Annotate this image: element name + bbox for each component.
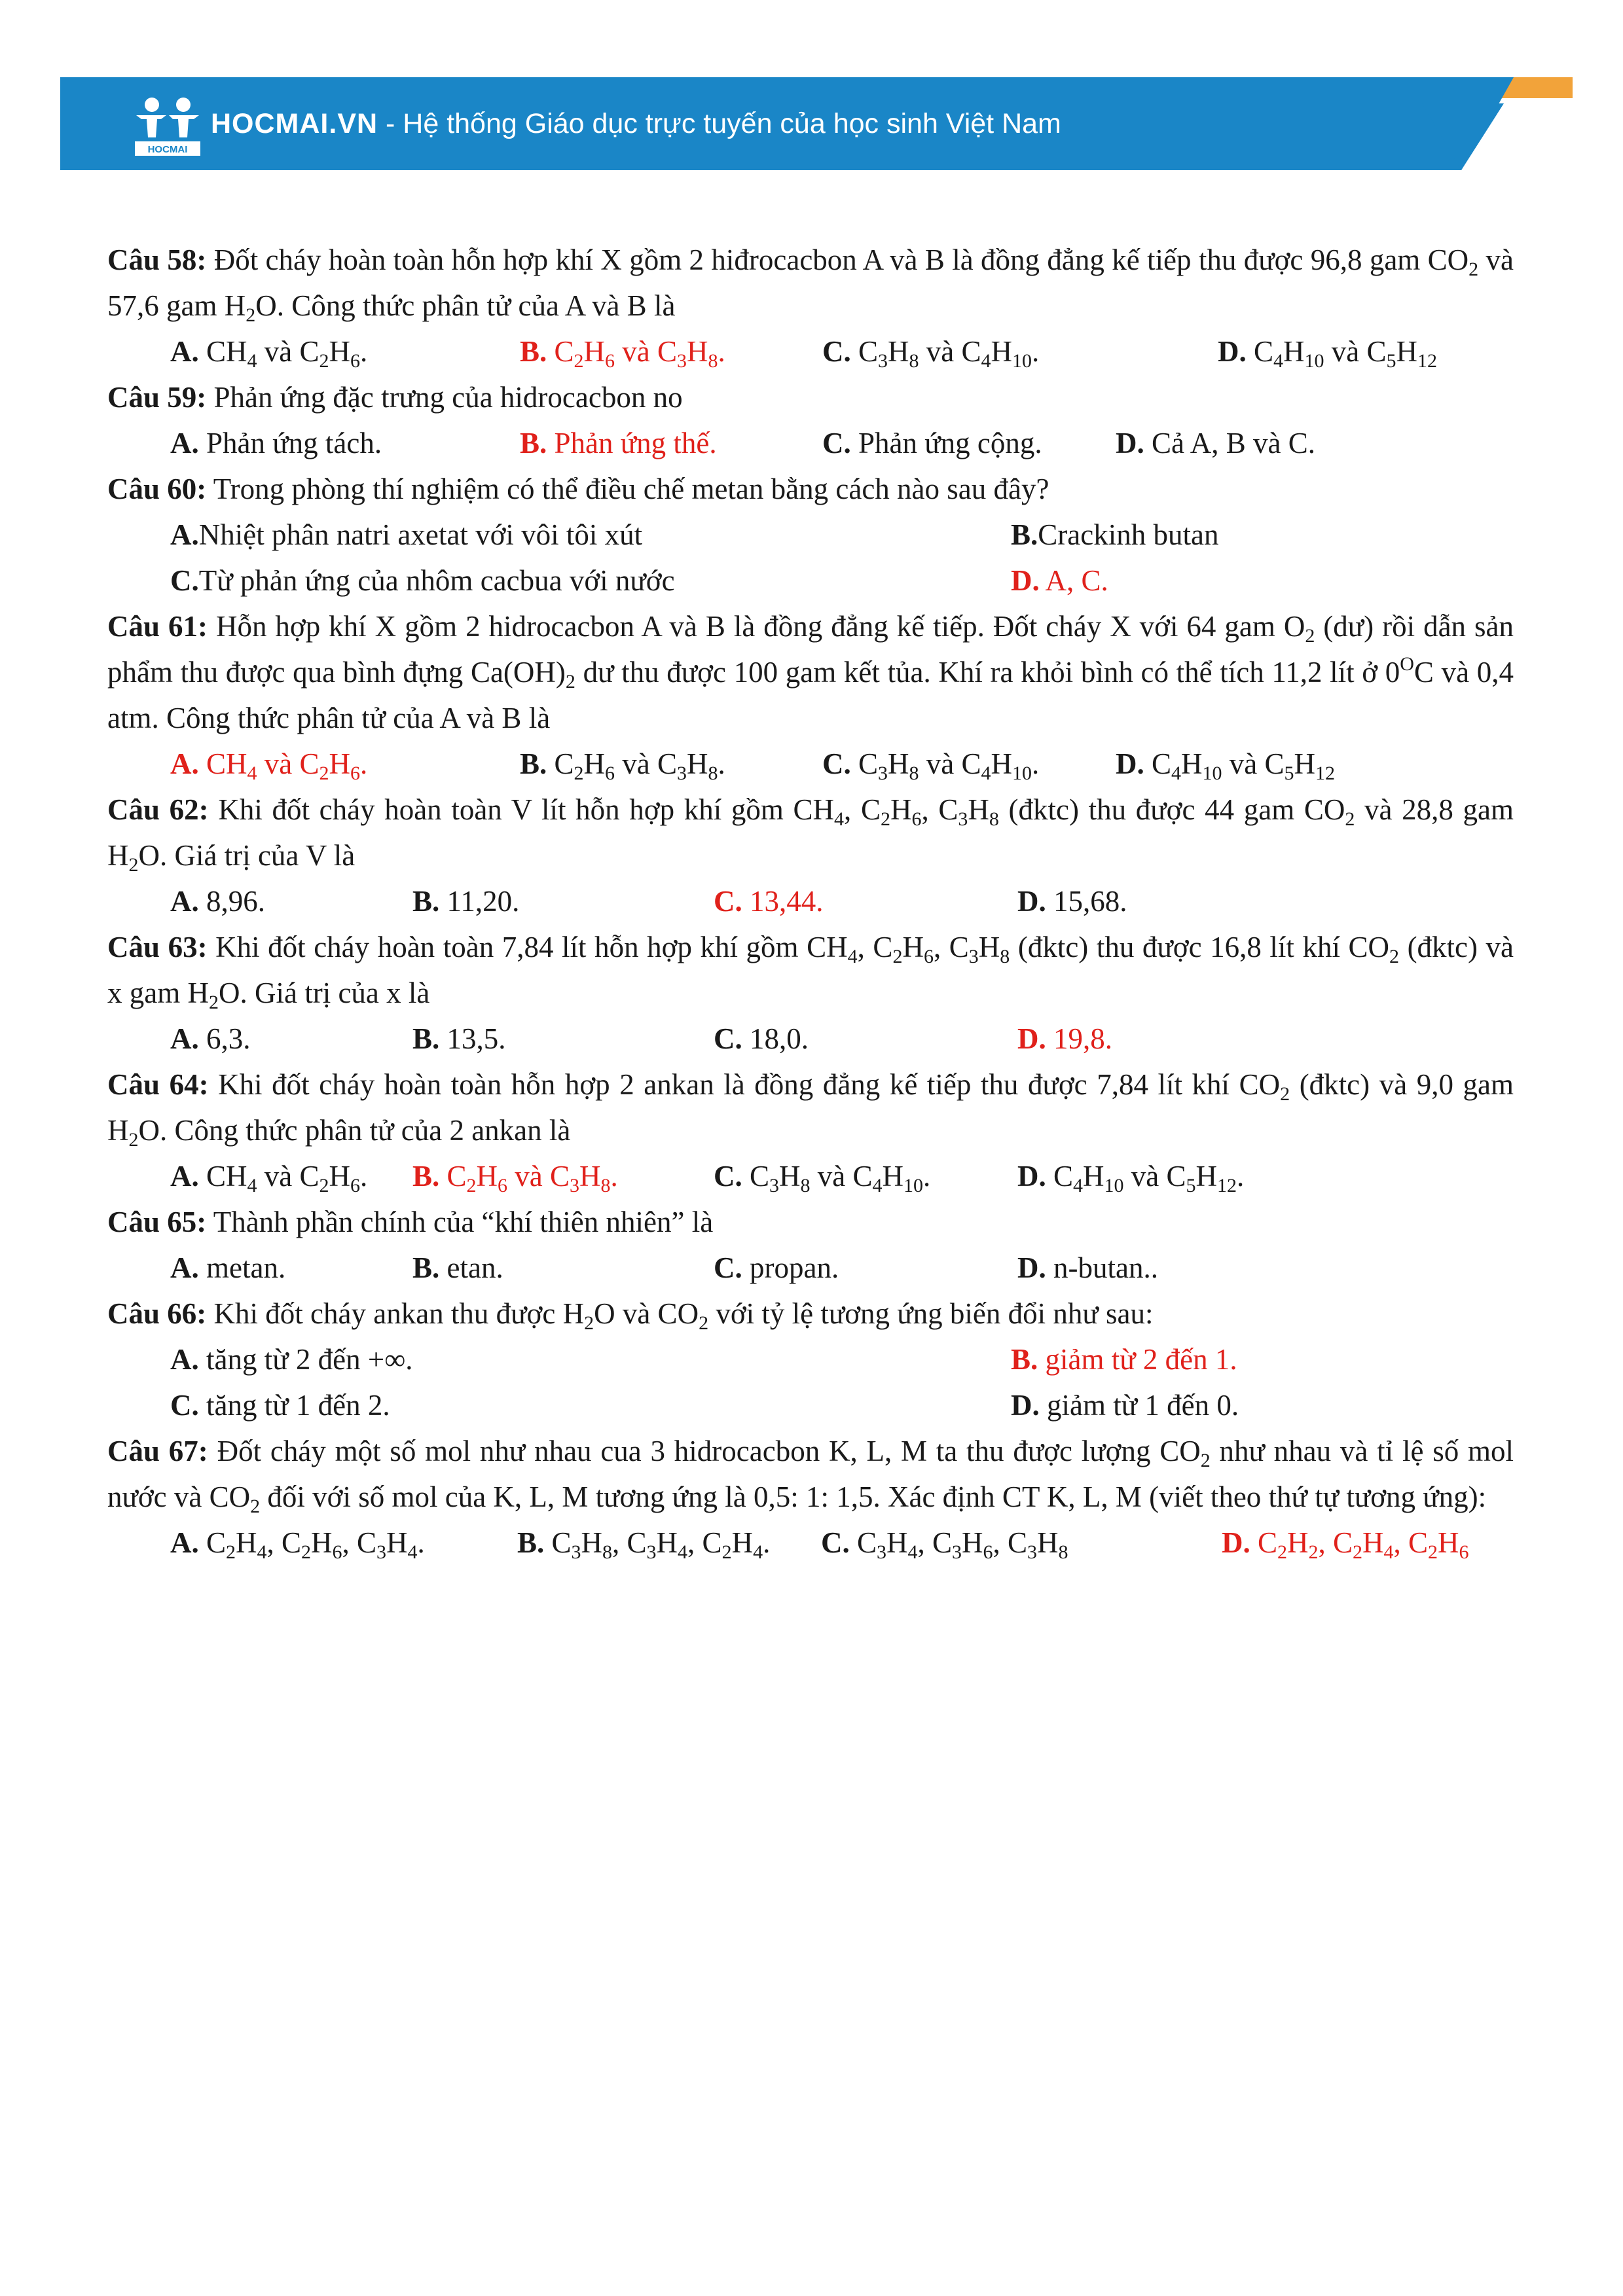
options-row <box>107 1520 1514 1566</box>
options-row <box>107 741 1514 787</box>
option-text: 11,20. <box>439 885 520 918</box>
option-a <box>170 741 367 787</box>
question-61 <box>107 603 1514 741</box>
option-b <box>520 420 717 466</box>
options-row <box>107 1153 1514 1199</box>
option-text: $C_2H_2$, $C_2H_4$, $C_2H_6$ <box>1250 1526 1469 1563</box>
option-text: $C_3H_8$ và $C_4H_{10}$. <box>850 747 1040 784</box>
option-letter: D. <box>1116 747 1144 780</box>
option-letter: D. <box>1222 1526 1250 1559</box>
option-letter: B. <box>1011 518 1038 551</box>
option-text: $C_2H_6$ và $C_3H_8$. <box>439 1160 618 1196</box>
question-text: Đốt cháy hoàn toàn hỗn hợp khí X gồm 2 hiđrocacbon A và B là đồng đẳng kế tiếp thu được 96,8 gam $CO_2$ và 57,6 gam $H_2O$. Công thức phân tử của A và B là <box>107 243 1514 326</box>
option-c <box>714 1245 839 1291</box>
option-b <box>412 1153 618 1199</box>
option-letter: A. <box>170 427 199 459</box>
option-text: 13,5. <box>439 1022 506 1055</box>
banner-title <box>211 77 1061 170</box>
option-a <box>170 420 382 466</box>
question-text: Đốt cháy một số mol như nhau cua 3 hidrocacbon K, L, M ta thu được lượng $CO_2$ như nhau và tỉ lệ số mol nước và $CO_2$ đối với số mol của K, L, M tương ứng là 0,5: 1: 1,5. Xác định CT K, L, M (viết theo thứ tự tương ứng): <box>107 1435 1514 1517</box>
option-text: $C_4H_{10}$ và $C_5H_{12}$ <box>1246 335 1438 372</box>
brand-name: HOCMAI.VN <box>211 108 378 139</box>
question-number: Câu 62: <box>107 793 209 826</box>
question-62 <box>107 787 1514 878</box>
option-letter: C. <box>714 1022 742 1055</box>
question-number: Câu 63: <box>107 931 208 963</box>
option-text: $CH_4$ và $C_2H_6$. <box>198 1160 368 1196</box>
option-a <box>170 329 367 374</box>
options-row <box>107 878 1514 924</box>
question-60 <box>107 466 1514 512</box>
options-row <box>107 420 1514 466</box>
option-c <box>714 878 824 924</box>
option-b <box>412 878 519 924</box>
banner-tagline: - Hệ thống Giáo dục trực tuyến của học sinh Việt Nam <box>378 108 1061 139</box>
option-text: $C_3H_8$, $C_3H_4$, $C_2H_4$. <box>544 1526 771 1563</box>
option-a <box>170 878 265 924</box>
option-text: tăng từ 2 đến +∞. <box>198 1343 413 1376</box>
option-text: giảm từ 1 đến 0. <box>1039 1389 1239 1422</box>
option-text: n-butan.. <box>1046 1251 1158 1284</box>
option-letter: B. <box>1011 1343 1038 1376</box>
question-number: Câu 61: <box>107 610 208 643</box>
options-row <box>107 1245 1514 1291</box>
option-a <box>170 512 642 558</box>
option-c <box>170 1382 390 1428</box>
question-text: Hỗn hợp khí X gồm 2 hidrocacbon A và B là đồng đẳng kế tiếp. Đốt cháy X với 64 gam $O_2$ (dư) rồi dẫn sản phẩm thu được qua bình đựng $Ca(OH)_2$ dư thu được 100 gam kết tủa. Khí ra khỏi bình có thể tích 11,2 lít ở $0^OC$ và 0,4 atm. Công thức phân tử của A và B là <box>107 610 1514 734</box>
question-58 <box>107 237 1514 329</box>
option-c <box>821 1520 1068 1566</box>
option-letter: D. <box>1017 1251 1046 1284</box>
option-letter: C. <box>714 1160 742 1193</box>
option-letter: A. <box>170 1251 199 1284</box>
option-text: $C_2H_6$ và $C_3H_8$. <box>547 335 725 372</box>
option-letter: C. <box>714 1251 742 1284</box>
option-c <box>714 1016 809 1062</box>
option-text: $CH_4$ và $C_2H_6$. <box>198 747 368 784</box>
option-a <box>170 1336 413 1382</box>
options-row <box>107 1016 1514 1062</box>
options-row <box>107 329 1514 374</box>
question-number: Câu 66: <box>107 1297 207 1330</box>
option-letter: B. <box>412 1160 440 1193</box>
option-c <box>714 1153 930 1199</box>
option-text: tăng từ 1 đến 2. <box>198 1389 390 1422</box>
option-d <box>1222 1520 1469 1566</box>
option-text: 8,96. <box>198 885 265 918</box>
header-banner <box>60 77 1573 170</box>
option-d <box>1017 1016 1112 1062</box>
option-text: giảm từ 2 đến 1. <box>1038 1343 1237 1376</box>
question-list <box>107 237 1514 1566</box>
question-number: Câu 60: <box>107 473 207 505</box>
option-d <box>1116 420 1315 466</box>
question-number: Câu 67: <box>107 1435 208 1467</box>
option-c <box>822 420 1042 466</box>
question-text: Phản ứng đặc trưng của hidrocacbon no <box>206 381 683 414</box>
option-letter: B. <box>520 427 547 459</box>
option-letter: A. <box>170 747 199 780</box>
option-letter: C. <box>822 747 851 780</box>
options-row <box>107 1382 1514 1428</box>
option-d <box>1011 558 1108 603</box>
svg-text:HOCMAI: HOCMAI <box>147 144 188 155</box>
question-text: Khi đốt cháy ankan thu được $H_2O$ và $CO_2$ với tỷ lệ tương ứng biến đổi như sau: <box>206 1297 1154 1334</box>
option-letter: A. <box>170 1022 199 1055</box>
option-text: $C_3H_4$, $C_3H_6$, $C_3H_8$ <box>849 1526 1068 1563</box>
question-text: Thành phần chính của “khí thiên nhiên” là <box>206 1206 714 1238</box>
option-text: 19,8. <box>1046 1022 1112 1055</box>
options-row <box>107 512 1514 558</box>
option-c <box>170 558 675 603</box>
option-letter: C. <box>821 1526 850 1559</box>
option-letter: B. <box>412 885 440 918</box>
option-letter: D. <box>1011 1389 1040 1422</box>
option-d <box>1017 1153 1244 1199</box>
option-letter: C. <box>170 564 199 597</box>
option-text: 15,68. <box>1046 885 1127 918</box>
option-b <box>1011 1336 1237 1382</box>
option-letter: C. <box>714 885 742 918</box>
option-letter: A. <box>170 1343 199 1376</box>
option-letter: D. <box>1017 1160 1046 1193</box>
option-letter: D. <box>1011 564 1040 597</box>
question-number: Câu 59: <box>107 381 207 414</box>
option-letter: A. <box>170 335 199 368</box>
option-c <box>822 741 1039 787</box>
option-letter: A. <box>170 1526 199 1559</box>
option-text: Nhiệt phân natri axetat với vôi tôi xút <box>198 518 643 551</box>
option-letter: A. <box>170 518 199 551</box>
option-a <box>170 1153 367 1199</box>
option-text: Crackinh butan <box>1038 518 1219 551</box>
option-d <box>1116 741 1335 787</box>
option-d <box>1218 329 1437 374</box>
option-text: $C_4H_{10}$ và $C_5H_{12}$ <box>1144 747 1336 784</box>
option-letter: D. <box>1017 885 1046 918</box>
option-letter: A. <box>170 1160 199 1193</box>
option-text: $C_3H_8$ và $C_4H_{10}$. <box>742 1160 931 1196</box>
question-63 <box>107 924 1514 1016</box>
option-text: Cả A, B và C. <box>1144 427 1316 459</box>
option-text: Phản ứng thế. <box>547 427 717 459</box>
question-text: Trong phòng thí nghiệm có thể điều chế metan bằng cách nào sau đây? <box>206 473 1049 505</box>
question-number: Câu 65: <box>107 1206 207 1238</box>
option-letter: B. <box>412 1022 440 1055</box>
question-66 <box>107 1291 1514 1336</box>
question-59 <box>107 374 1514 420</box>
question-text: Khi đốt cháy hoàn toàn V lít hỗn hợp khí gồm $CH_4$, $C_2H_6$, $C_3H_8$ (đktc) thu được 44 gam $CO_2$ và 28,8 gam $H_2O$. Giá trị của V là <box>107 793 1514 876</box>
option-text: $C_2H_6$ và $C_3H_8$. <box>547 747 725 784</box>
options-row <box>107 1336 1514 1382</box>
option-text: $C_4H_{10}$ và $C_5H_{12}$. <box>1046 1160 1245 1196</box>
option-text: 13,44. <box>742 885 824 918</box>
question-65 <box>107 1199 1514 1245</box>
question-67 <box>107 1428 1514 1520</box>
option-letter: B. <box>520 335 547 368</box>
option-a <box>170 1016 251 1062</box>
option-a <box>170 1245 285 1291</box>
option-text: A, C. <box>1039 564 1108 597</box>
option-b <box>517 1520 770 1566</box>
question-64 <box>107 1062 1514 1153</box>
option-text: Từ phản ứng của nhôm cacbua với nước <box>198 564 675 597</box>
option-text: etan. <box>439 1251 503 1284</box>
option-letter: B. <box>412 1251 440 1284</box>
option-letter: D. <box>1218 335 1247 368</box>
option-letter: C. <box>170 1389 199 1422</box>
option-c <box>822 329 1039 374</box>
question-text: Khi đốt cháy hoàn toàn 7,84 lít hỗn hợp khí gồm $CH_4$, $C_2H_6$, $C_3H_8$ (đktc) thu được 16,8 lít khí $CO_2$ (đktc) và x gam $H_2O$. Giá trị của x là <box>107 931 1514 1013</box>
option-letter: C. <box>822 427 851 459</box>
option-a <box>170 1520 425 1566</box>
question-number: Câu 58: <box>107 243 207 276</box>
option-text: metan. <box>198 1251 286 1284</box>
options-row <box>107 558 1514 603</box>
option-letter: B. <box>517 1526 545 1559</box>
option-b <box>1011 512 1218 558</box>
option-b <box>412 1016 506 1062</box>
option-b <box>520 741 725 787</box>
option-letter: C. <box>822 335 851 368</box>
hocmai-logo <box>132 96 204 161</box>
option-d <box>1017 878 1127 924</box>
option-text: 18,0. <box>742 1022 809 1055</box>
question-number: Câu 64: <box>107 1068 209 1101</box>
option-text: propan. <box>742 1251 839 1284</box>
option-letter: D. <box>1017 1022 1046 1055</box>
option-text: 6,3. <box>198 1022 251 1055</box>
option-d <box>1011 1382 1239 1428</box>
option-text: $C_3H_8$ và $C_4H_{10}$. <box>850 335 1040 372</box>
option-letter: D. <box>1116 427 1144 459</box>
option-text: Phản ứng tách. <box>198 427 382 459</box>
option-letter: A. <box>170 885 199 918</box>
option-letter: B. <box>520 747 547 780</box>
option-b <box>412 1245 503 1291</box>
option-b <box>520 329 725 374</box>
option-text: $C_2H_4$, $C_2H_6$, $C_3H_4$. <box>198 1526 425 1563</box>
option-text: $CH_4$ và $C_2H_6$. <box>198 335 368 372</box>
option-text: Phản ứng cộng. <box>850 427 1042 459</box>
option-d <box>1017 1245 1158 1291</box>
question-text: Khi đốt cháy hoàn toàn hỗn hợp 2 ankan là đồng đẳng kế tiếp thu được 7,84 lít khí $CO_2$ (đktc) và 9,0 gam $H_2O$. Công thức phân tử của 2 ankan là <box>107 1068 1514 1151</box>
